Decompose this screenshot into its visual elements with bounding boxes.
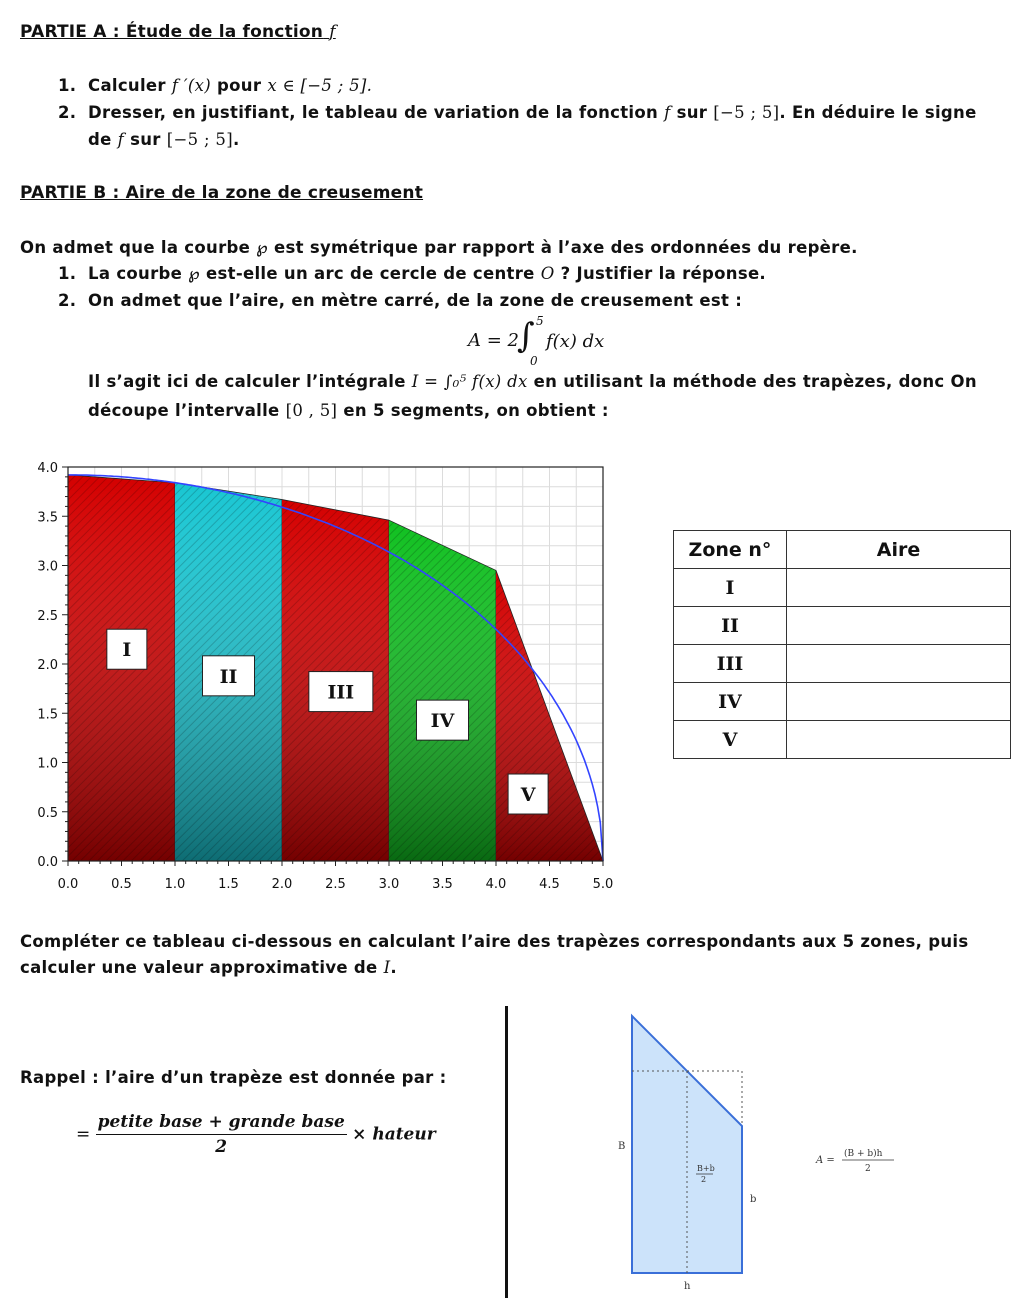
zone-label: I (674, 569, 787, 607)
zone-label-III: III (327, 681, 355, 704)
partB-q1: 1. La courbe ℘ est-elle un arc de cercle de centre O ? Justifier la réponse. (58, 264, 767, 283)
instruction-line2: calculer une valeur approximative de I. (20, 958, 397, 977)
y-tick-label: 1.0 (37, 756, 58, 772)
table-row (674, 721, 1011, 759)
y-tick-label: 3.5 (37, 510, 58, 526)
x-tick-label: 3.0 (378, 877, 400, 892)
table-row (674, 569, 1011, 607)
zone-label: V (674, 721, 787, 759)
zone-table (673, 530, 1011, 759)
integral-sign: ∫ (517, 316, 535, 356)
partA-q1: 1. Calculer f ′(x) pour x ∈ [−5 ; 5]. (58, 76, 373, 95)
rappel-formula: = $\frac{\text{petite base + grande base}}{2}$ × hateur (76, 1112, 436, 1157)
x-tick-label: 4.5 (539, 877, 560, 892)
area-cell[interactable] (787, 645, 1011, 683)
y-tick-label: 2.5 (37, 608, 58, 624)
partA-title: PARTIE A : Étude de la fonction f (20, 22, 336, 42)
rappel-title: Rappel : l’aire d’un trapèze est donnée par : (20, 1068, 447, 1087)
area-cell[interactable] (787, 683, 1011, 721)
zone-label-IV: IV (430, 710, 455, 733)
y-tick-label: 2.0 (37, 658, 58, 673)
partA-q2-line2: de f sur [−5 ; 5]. (88, 130, 240, 149)
label-b: b (750, 1194, 757, 1205)
x-tick-label: 2.5 (325, 877, 346, 892)
formula-lhs: A = (816, 1155, 835, 1166)
formula-den: 2 (865, 1164, 871, 1174)
y-tick-label: 3.0 (37, 559, 58, 575)
partB-title: PARTIE B : Aire de la zone de creusement (20, 183, 424, 203)
mid-den: 2 (701, 1175, 707, 1184)
header-aire: Aire (787, 531, 1011, 569)
table-row (674, 645, 1011, 683)
zone-label-I: I (122, 639, 132, 662)
partA-q2: 2. Dresser, en justifiant, le tableau de variation de la fonction f sur [−5 ; 5]. En déduire le signe (58, 103, 977, 122)
y-tick-label: 4.0 (37, 461, 58, 476)
y-tick-label: 0.0 (37, 855, 58, 870)
area-cell[interactable] (787, 569, 1011, 607)
x-tick-label: 0.5 (111, 877, 132, 892)
table-row (674, 607, 1011, 645)
zone-label: IV (674, 683, 787, 721)
x-tick-label: 3.5 (432, 877, 453, 892)
area-cell[interactable] (787, 607, 1011, 645)
zone-label-II: II (219, 665, 238, 688)
zone-IV-hatch (389, 520, 496, 861)
trapezoid-diagram (600, 1008, 920, 1298)
zone-label: III (674, 645, 787, 683)
label-h: h (684, 1281, 691, 1292)
partB-p2: découpe l’intervalle [0 , 5] en 5 segments, on obtient : (88, 401, 609, 420)
label-B: B (618, 1141, 626, 1152)
x-tick-label: 5.0 (592, 877, 614, 892)
zone-label: II (674, 607, 787, 645)
trapezoid-chart (0, 440, 640, 900)
x-tick-label: 0.0 (57, 877, 79, 892)
area-formula: A = 2 ∫ 5 0 f(x) dx (468, 314, 605, 368)
partB-intro: On admet que la courbe ℘ est symétrique par rapport à l’axe des ordonnées du repère. (20, 238, 858, 257)
y-tick-label: 0.5 (37, 805, 58, 821)
partB-p1: Il s’agit ici de calculer l’intégrale I = ∫₀⁵ f(x) dx en utilisant la méthode des trapèzes, donc On (88, 372, 977, 391)
area-cell[interactable] (787, 721, 1011, 759)
mid-num: B+b (697, 1164, 715, 1173)
table-header (674, 531, 1011, 569)
x-tick-label: 4.0 (485, 877, 507, 892)
x-tick-label: 1.0 (164, 877, 186, 892)
instruction-line1: Compléter ce tableau ci-dessous en calculant l’aire des trapèzes correspondants aux 5 zones, puis (20, 932, 969, 951)
vertical-divider (505, 1006, 508, 1298)
formula-num: (B + b)h (844, 1149, 883, 1159)
trapezoid-shape (632, 1016, 742, 1273)
header-zone: Zone n° (674, 531, 787, 569)
x-tick-label: 1.5 (218, 877, 239, 892)
table-row (674, 683, 1011, 721)
zone-label-V: V (520, 784, 536, 807)
y-tick-label: 1.5 (37, 707, 58, 723)
x-tick-label: 2.0 (271, 877, 293, 892)
partB-q2: 2. On admet que l’aire, en mètre carré, de la zone de creusement est : (58, 291, 743, 310)
